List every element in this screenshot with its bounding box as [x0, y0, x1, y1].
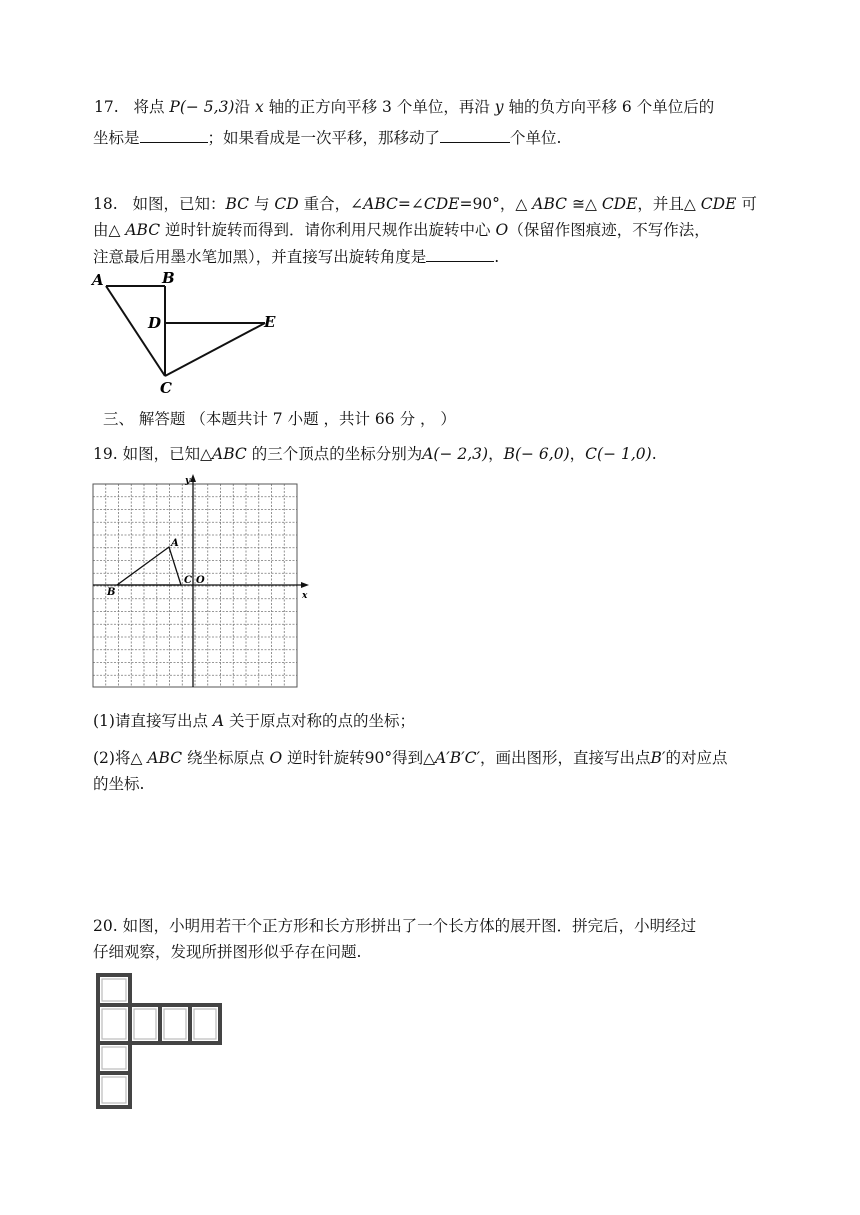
label-C: C: [184, 575, 192, 586]
q19-sub1-text: 关于原点对称的点的坐标；: [229, 712, 416, 730]
q17-text: 将点: [133, 98, 165, 116]
q20-text: 仔细观察，发现所拼图形似乎存在问题.: [93, 943, 362, 961]
q20-text: 如图，小明用若干个正方形和长方形拼出了一个长方体的展开图．拼完后，小明经过: [122, 917, 697, 935]
q19-text: .: [651, 445, 657, 463]
point-A: A: [212, 712, 225, 730]
q17-text: ；如果看成是一次平移，那移动了: [207, 129, 441, 147]
q17-text: 轴的正方向平移 3 个单位，再沿: [268, 98, 490, 116]
label-x: x: [302, 591, 308, 601]
triangle-CDE: CDE: [601, 195, 638, 213]
answer-blank[interactable]: [440, 126, 510, 143]
q19-line1: [93, 443, 657, 465]
triangle-ABC: ABC: [212, 445, 247, 463]
q18-figure: [90, 266, 290, 396]
q19-sub2-text: 的坐标.: [93, 775, 145, 793]
q19-number: 19.: [93, 445, 118, 463]
q18-text: 逆时针旋转而得到．请你利用尺规作出旋转中心: [165, 221, 491, 239]
segment-BC: BC: [225, 195, 249, 213]
var-y: y: [494, 98, 504, 116]
angle-CDE: CDE: [423, 195, 460, 213]
q18-text: 与: [253, 195, 270, 213]
y-axis-arrow: [190, 474, 196, 482]
q19-text: 如图，已知△: [122, 445, 213, 463]
q19-sub1-text: (1)请直接写出点: [93, 712, 208, 730]
q18-text: .: [494, 248, 500, 266]
coord-B: B(− 6,0): [503, 445, 570, 463]
q19-sub2-text: 逆时针旋转90°得到△: [287, 749, 436, 767]
point-B1: B′: [650, 749, 666, 767]
q18-text: 可: [741, 195, 757, 213]
triangle-ABC: ABC: [147, 749, 183, 767]
q18-text: 注意最后用墨水笔加黑），并直接写出旋转角度是: [93, 248, 427, 266]
q19-sub1: [93, 710, 415, 732]
q19-sub2-line1: [93, 747, 727, 769]
coord-C: C(− 1,0): [585, 445, 652, 463]
q17-line2: [93, 126, 561, 149]
q17-text: 轴的负方向平移 6 个单位后的: [508, 98, 715, 116]
q17-text: 个单位.: [510, 129, 562, 147]
section-3-title: [103, 408, 456, 430]
label-B: B: [162, 269, 175, 287]
section-title: 三、 解答题 （本题共计 7 小题 ，共计 66 分 ， ）: [103, 410, 456, 428]
q20-line1: [93, 915, 696, 937]
q18-line3: [93, 245, 499, 268]
q18-text: =∠: [397, 195, 424, 213]
q18-text: ，并且△: [637, 195, 696, 213]
q18-line1: [93, 193, 757, 215]
label-D: D: [148, 314, 162, 332]
net-rect-front: [98, 1005, 130, 1043]
q18-line2: [93, 219, 710, 241]
answer-blank[interactable]: [426, 245, 494, 262]
q18-text: （保留作图痕迹，不写作法，: [508, 221, 710, 239]
triangle-ABC: [117, 547, 181, 585]
var-x: x: [254, 98, 264, 116]
q19-text: ，: [488, 445, 504, 463]
q18-text: 重合，∠: [303, 195, 364, 213]
segment-CD: CD: [274, 195, 299, 213]
q19-sub2-text: (2)将△: [93, 749, 143, 767]
q19-sub2-text: 的对应点: [665, 749, 728, 767]
q20-net-figure: [92, 968, 232, 1113]
q17-line1: [94, 96, 714, 118]
label-C: C: [160, 379, 172, 396]
answer-blank[interactable]: [140, 126, 208, 143]
point-O: O: [269, 749, 283, 767]
triangle-A1B1C1: A′B′C′: [435, 749, 481, 767]
q18-text: =90°，△: [459, 195, 528, 213]
q19-text: 的三个顶点的坐标分别为: [251, 445, 423, 463]
q19-coordinate-grid: [90, 474, 320, 694]
q17-text: 坐标是: [93, 129, 140, 147]
label-A: A: [171, 538, 179, 549]
q18-number: 18.: [93, 195, 118, 213]
q17-text: 沿: [234, 98, 250, 116]
label-y: y: [185, 476, 191, 486]
label-A: A: [92, 271, 104, 289]
triangle-CDE: CDE: [700, 195, 737, 213]
q17-number: 17.: [94, 98, 119, 116]
label-E: E: [264, 313, 276, 331]
segment-EC: [165, 323, 265, 376]
label-B: B: [107, 587, 116, 598]
label-O: O: [196, 575, 205, 586]
q19-sub2-text: 绕坐标原点: [187, 749, 265, 767]
x-axis-arrow: [301, 582, 309, 588]
coord-A: A(− 2,3): [422, 445, 489, 463]
point-P: P(− 5,3): [169, 98, 235, 116]
triangle-ABC: ABC: [532, 195, 568, 213]
q18-text: 如图，已知：: [132, 195, 226, 213]
triangle-ABC: ABC: [125, 221, 161, 239]
q18-text: 由△: [93, 221, 121, 239]
q18-text: ≅△: [571, 195, 597, 213]
q20-line2: [93, 941, 361, 963]
q19-sub2-line2: [93, 773, 144, 795]
angle-ABC: ABC: [363, 195, 398, 213]
q19-sub2-text: ，画出图形，直接写出点: [480, 749, 651, 767]
point-O: O: [495, 221, 509, 239]
q19-text: ，: [569, 445, 586, 463]
q20-number: 20.: [93, 917, 118, 935]
net-rect-back: [98, 1073, 130, 1107]
